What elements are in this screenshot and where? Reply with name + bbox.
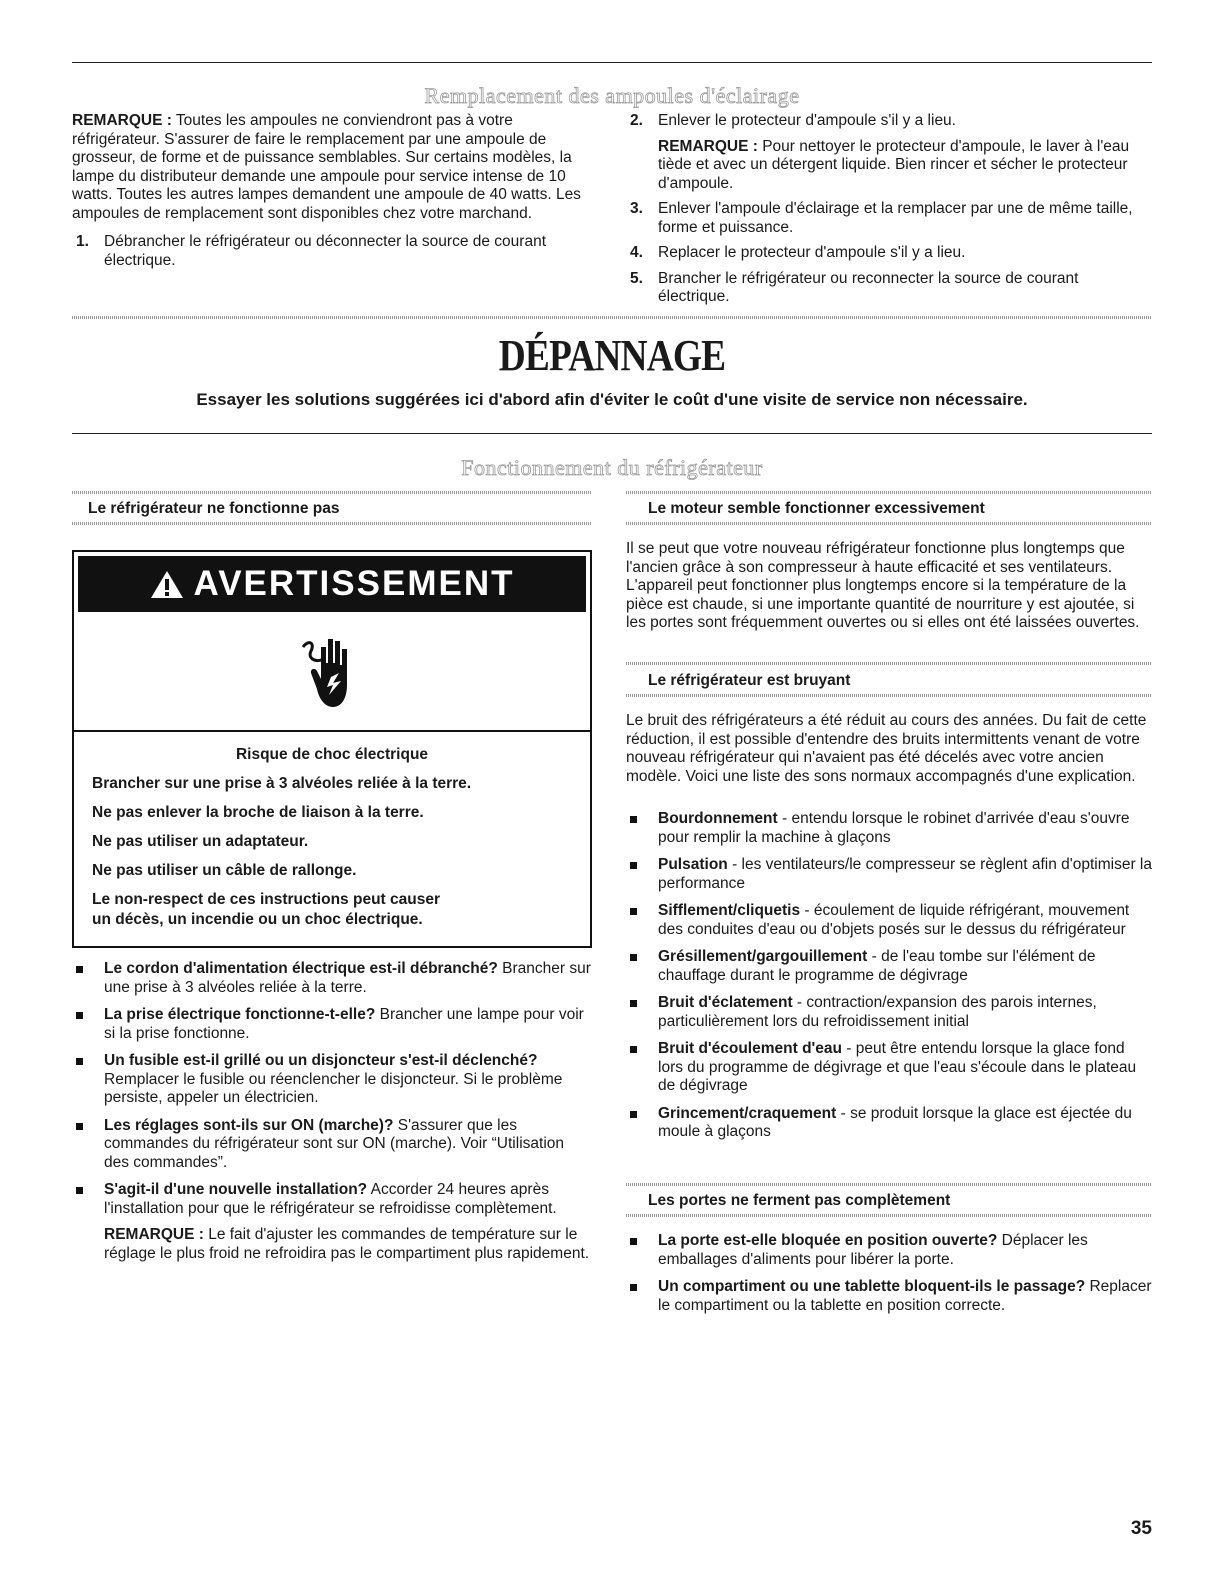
- warning-line-5a: Le non-respect de ces instructions peut causer: [92, 891, 440, 908]
- right-heading2-dots-top: [626, 662, 1152, 665]
- electric-shock-hand-icon: [297, 633, 367, 713]
- left-bullet-3: Un fusible est-il grillé ou un disjoncteur s'est-il déclenché? Remplacer le fusible ou réenclencher le disjoncteur. Si le problème persiste, appeler un électricien.: [72, 1052, 592, 1108]
- bulbs-steps-right: [626, 112, 1152, 307]
- sound-item-6: Bruit d'écoulement d'eau - peut être entendu lorsque la glace fond lors du programme de dégivrage et que l'eau s'écoule dans le plateau de dégivrage: [626, 1040, 1152, 1096]
- warning-line-1: Brancher sur une prise à 3 alvéoles reliée à la terre.: [92, 775, 472, 792]
- bulbs-step-2: 2. Enlever le protecteur d'ampoule s'il y a lieu. REMARQUE : Pour nettoyer le protecteur d'ampoule, le laver à l'eau tiède et avec un détergent liquide. Bien rincer et sécher le protecteur d'ampoule.: [626, 112, 1152, 193]
- bulbs-note-label: REMARQUE :: [72, 112, 172, 129]
- left-heading: Le réfrigérateur ne fonctionne pas: [88, 500, 340, 517]
- sound-item-4: Grésillement/gargouillement - de l'eau tombe sur l'élément de chauffage durant le programme de dégivrage: [626, 948, 1152, 985]
- warning-title: AVERTISSEMENT: [193, 564, 515, 603]
- page-title: DÉPANNAGE: [498, 331, 726, 380]
- sound-item-1: Bourdonnement - entendu lorsque le robinet d'arrivée d'eau s'ouvre pour remplir la machine à glaçons: [626, 810, 1152, 847]
- bulbs-step-1: 1. Débrancher le réfrigérateur ou déconnecter la source de courant électrique.: [76, 233, 547, 269]
- warning-line-2: Ne pas enlever la broche de liaison à la terre.: [92, 804, 424, 821]
- sound-item-2: Pulsation - les ventilateurs/le compresseur se règlent afin d'optimiser la performance: [626, 856, 1152, 893]
- right-heading3-dots-top: [626, 1183, 1152, 1186]
- page-subtitle: Essayer les solutions suggérées ici d'abord afin d'éviter le coût d'une visite de service non nécessaire.: [196, 390, 1028, 409]
- bulbs-step-5: 5. Brancher le réfrigérateur ou reconnecter la source de courant électrique.: [630, 269, 1079, 305]
- warning-triangle-icon: [150, 569, 184, 599]
- sounds-list: [626, 810, 1152, 1151]
- warning-line-4: Ne pas utiliser un câble de rallonge.: [92, 862, 357, 879]
- door-item-1: La porte est-elle bloquée en position ouverte? Déplacer les emballages d'aliments pour libérer la porte.: [626, 1232, 1152, 1269]
- bulbs-step-4: 4. Replacer le protecteur d'ampoule s'il y a lieu.: [630, 244, 966, 261]
- left-bullet-5: S'agit-il d'une nouvelle installation? Accorder 24 heures après l'installation pour que le réfrigérateur se refroidisse complètement. REMARQUE : Le fait d'ajuster les commandes de température sur le réglage le plus froid ne refroidira pas le compartiment plus rapidement.: [72, 1181, 592, 1263]
- left-bullets: [72, 960, 592, 1272]
- left-heading-dots-bottom: [72, 522, 592, 525]
- left-bullet-2: La prise électrique fonctionne-t-elle? Brancher une lampe pour voir si la prise fonctionne.: [72, 1006, 592, 1043]
- door-item-2: Un compartiment ou une tablette bloquent-ils le passage? Replacer le compartiment ou la tablette en position correcte.: [626, 1278, 1152, 1315]
- middle-rule: [72, 433, 1152, 434]
- warning-risk: Risque de choc électrique: [235, 746, 429, 763]
- bulbs-step-2-note: REMARQUE : Pour nettoyer le protecteur d'ampoule, le laver à l'eau tiède et avec un détergent liquide. Bien rincer et sécher le protecteur d'ampoule.: [658, 137, 1130, 192]
- section-title-operation: Fonctionnement du réfrigérateur: [461, 455, 763, 480]
- left-heading-dots-top: [72, 491, 592, 494]
- warning-line-5b: un décès, un incendie ou un choc électrique.: [92, 911, 423, 928]
- bulbs-left-column: [72, 112, 592, 277]
- warning-line-3: Ne pas utiliser un adaptateur.: [92, 833, 309, 850]
- sound-item-7: Grincement/craquement - se produit lorsque la glace est éjectée du moule à glaçons: [626, 1105, 1152, 1142]
- left-bullet-4: Les réglages sont-ils sur ON (marche)? S'assurer que les commandes du réfrigérateur sont sur ON (marche). Voir “Utilisation des commandes”.: [72, 1117, 592, 1173]
- bulbs-step-3: 3. Enlever l'ampoule d'éclairage et la remplacer par une de même taille, forme et puissance.: [630, 200, 1133, 236]
- right-heading-2: Le réfrigérateur est bruyant: [648, 672, 851, 689]
- right-heading3-dots-bottom: [626, 1214, 1152, 1217]
- right-paragraph-2: Le bruit des réfrigérateurs a été réduit au cours des années. Du fait de cette réduction, il est possible d'entendre des bruits intermittents venant de votre nouveau réfrigérateur qui n'avaient pas été décelés avec votre ancien modèle. Voici une liste des sons normaux accompagnés d'une explication.: [626, 712, 1147, 785]
- dotted-divider: [72, 316, 1152, 319]
- warning-box: [72, 550, 592, 948]
- right-heading1-dots-top: [626, 491, 1152, 494]
- bulbs-right-column: [626, 112, 1152, 314]
- page-number: 35: [1130, 1518, 1152, 1539]
- doors-list: [626, 1232, 1152, 1324]
- bulbs-note-text: Toutes les ampoules ne conviendront pas à votre réfrigérateur. S'assurer de faire le remplacement par une ampoule de grosseur, de forme et de puissance semblables. Sur certains modèles, la lampe du distributeur demande une ampoule pour service intense de 10 watts. Toutes les autres lampes demandent une ampoule de 40 watts. Les ampoules de remplacement sont disponibles chez votre marchand.: [72, 112, 581, 222]
- right-heading2-dots-bottom: [626, 694, 1152, 697]
- warning-image-area: [74, 616, 590, 732]
- left-bullet-1: Le cordon d'alimentation électrique est-il débranché? Brancher sur une prise à 3 alvéoles reliée à la terre.: [72, 960, 592, 997]
- top-rule: [72, 62, 1152, 63]
- section-title-bulbs: Remplacement des ampoules d'éclairage: [424, 83, 800, 108]
- right-paragraph-1: Il se peut que votre nouveau réfrigérateur fonctionne plus longtemps que l'ancien grâce à son compresseur à haute efficacité et ses ventilateurs. L'appareil peut fonctionner plus longtemps encore si la température de la pièce est chaude, si une importante quantité de nourriture y est ajoutée, si les portes sont fréquemment ouvertes ou si elles ont été laissées ouvertes.: [626, 540, 1140, 631]
- sound-item-3: Sifflement/cliquetis - écoulement de liquide réfrigérant, mouvement des conduites d'eau ou d'objets posés sur le dessus du réfrigérateur: [626, 902, 1152, 939]
- right-heading1-dots-bottom: [626, 522, 1152, 525]
- bulbs-note: [72, 112, 592, 223]
- right-heading-1: Le moteur semble fonctionner excessivement: [648, 500, 985, 517]
- sound-item-5: Bruit d'éclatement - contraction/expansion des parois internes, particulièrement lors du refroidissement initial: [626, 994, 1152, 1031]
- warning-text-area: [74, 732, 590, 929]
- left-note: REMARQUE : Le fait d'ajuster les commandes de température sur le réglage le plus froid ne refroidira pas le compartiment plus rapidement.: [104, 1226, 590, 1262]
- right-heading-3: Les portes ne ferment pas complètement: [648, 1192, 951, 1209]
- warning-header: [74, 552, 590, 616]
- bulbs-steps-left: [72, 233, 592, 270]
